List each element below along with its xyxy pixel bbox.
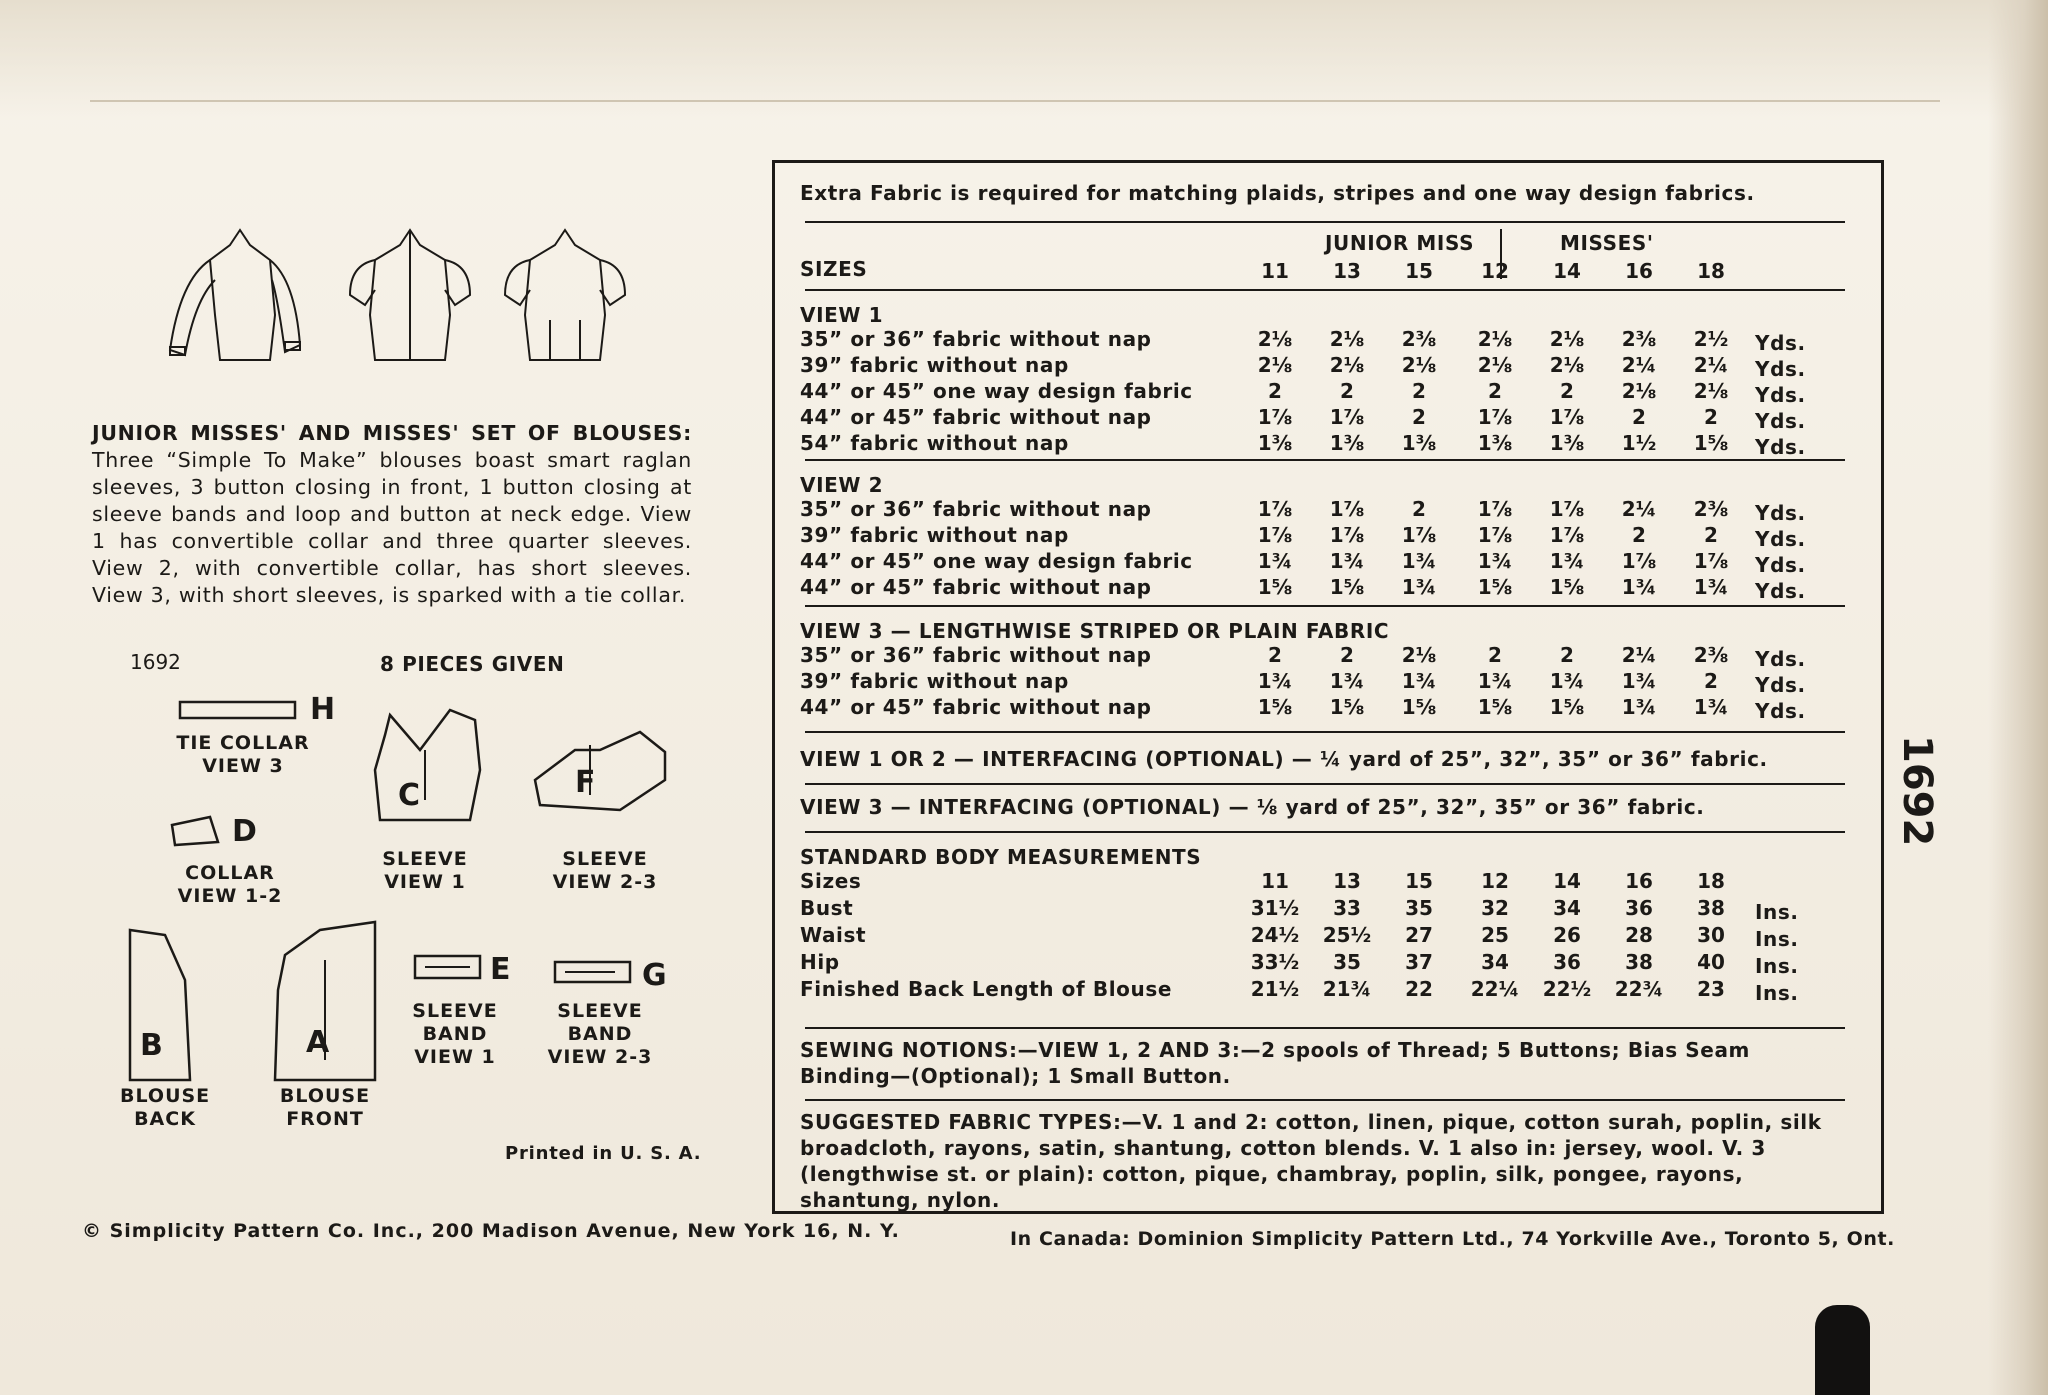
view2-value: 1⅞: [1477, 523, 1513, 547]
view1-row-label: 39” fabric without nap: [800, 353, 1069, 377]
view1-value: 2⅛: [1477, 353, 1513, 377]
view2-row-label: 44” or 45” one way design fabric: [800, 549, 1193, 573]
view3-value: 1¾: [1329, 669, 1365, 693]
envelope-edge: [1988, 0, 2048, 1395]
piece-label-b: BLOUSE BACK: [120, 1085, 211, 1130]
view1-value: 2: [1412, 379, 1426, 403]
view1-value: 2¼: [1621, 353, 1657, 377]
piece-letter-a: A: [306, 1025, 330, 1060]
view1-value: 2⅛: [1549, 353, 1585, 377]
size-header-16: 16: [1625, 259, 1653, 283]
body-value: 22½: [1542, 977, 1592, 1001]
view3-value: 1¾: [1549, 669, 1585, 693]
body-unit: Ins.: [1755, 900, 1799, 924]
size-header-12: 12: [1481, 259, 1509, 283]
view3-value: 1⅝: [1477, 695, 1513, 719]
pattern-pieces: [120, 690, 720, 1160]
view3-value: 2⅜: [1693, 643, 1729, 667]
body-value: 14: [1553, 869, 1581, 893]
view1-value: 1⅜: [1401, 431, 1437, 455]
view3-title: VIEW 3 — LENGTHWISE STRIPED OR PLAIN FABRIC: [800, 619, 1390, 643]
view2-value: 1⅞: [1693, 549, 1729, 573]
piece-c-shape: [375, 710, 480, 820]
piece-label-e: SLEEVE BAND VIEW 1: [412, 1000, 498, 1068]
view1-row-label: 35” or 36” fabric without nap: [800, 327, 1152, 351]
view3-value: 1¾: [1257, 669, 1293, 693]
piece-letter-f: F: [575, 765, 596, 800]
view2-unit: Yds.: [1755, 527, 1806, 551]
body-row-label: Finished Back Length of Blouse: [800, 977, 1173, 1001]
body-value: 11: [1261, 869, 1289, 893]
piece-label-c: SLEEVE VIEW 1: [382, 848, 468, 893]
body-value: 22¼: [1470, 977, 1520, 1001]
view1-value: 2⅛: [1693, 379, 1729, 403]
view2-value: 1⅞: [1549, 523, 1585, 547]
body-value: 12: [1481, 869, 1509, 893]
copyright-line: © Simplicity Pattern Co. Inc., 200 Madison Avenue, New York 16, N. Y.: [82, 1220, 900, 1242]
view3-value: 1⅝: [1401, 695, 1437, 719]
piece-letter-b: B: [140, 1028, 163, 1063]
view1-value: 1⅞: [1549, 405, 1585, 429]
body-value: 13: [1333, 869, 1361, 893]
body-value: 22: [1405, 977, 1433, 1001]
view2-value: 1¾: [1477, 549, 1513, 573]
view2-value: 1¾: [1329, 549, 1365, 573]
view1-value: 2: [1632, 405, 1646, 429]
body-row-label: Waist: [800, 923, 867, 947]
group-junior-miss: JUNIOR MISS: [1325, 231, 1475, 255]
view1-value: 1½: [1621, 431, 1657, 455]
piece-f-shape: [535, 732, 665, 810]
view2-value: 2: [1412, 497, 1426, 521]
view2-value: 2: [1704, 523, 1718, 547]
view3-value: 2: [1340, 643, 1354, 667]
view3-value: 1⅝: [1549, 695, 1585, 719]
body-value: 33: [1333, 896, 1361, 920]
view2-value: 1⅞: [1477, 497, 1513, 521]
view3-value: 2: [1268, 643, 1282, 667]
view1-value: 2: [1704, 405, 1718, 429]
view2-value: 1⅞: [1329, 497, 1365, 521]
view3-value: 2: [1560, 643, 1574, 667]
size-header-13: 13: [1333, 259, 1361, 283]
chart-rule: [805, 459, 1845, 461]
view1-value: 2: [1412, 405, 1426, 429]
view2-value: 1¾: [1257, 549, 1293, 573]
view1-value: 2: [1488, 379, 1502, 403]
view1-unit: Yds.: [1755, 383, 1806, 407]
body-row-label: Hip: [800, 950, 840, 974]
body-value: 22¾: [1614, 977, 1664, 1001]
view1-value: 1⅝: [1693, 431, 1729, 455]
view1-value: 2: [1268, 379, 1282, 403]
view2-row-label: 44” or 45” fabric without nap: [800, 575, 1152, 599]
body-value: 26: [1553, 923, 1581, 947]
piece-letter-d: D: [232, 814, 257, 849]
pattern-description: [92, 420, 692, 609]
blouse-illustrations: [160, 220, 680, 370]
piece-letter-c: C: [398, 778, 421, 813]
view2-unit: Yds.: [1755, 579, 1806, 603]
piece-label-h: TIE COLLAR VIEW 3: [176, 732, 310, 777]
size-header-18: 18: [1697, 259, 1725, 283]
view3-value: 2⅛: [1401, 643, 1437, 667]
body-value: 36: [1553, 950, 1581, 974]
interfacing-view1-2: VIEW 1 OR 2 — INTERFACING (OPTIONAL) — ¼ yard of 25”, 32”, 35” or 36” fabric.: [800, 747, 1768, 771]
piece-letter-e: E: [490, 952, 511, 987]
view1-value: 2¼: [1693, 353, 1729, 377]
printed-in: Printed in U. S. A.: [505, 1143, 702, 1164]
view2-value: 1⅞: [1257, 523, 1293, 547]
view1-value: 2⅛: [1401, 353, 1437, 377]
body-value: 18: [1697, 869, 1725, 893]
body-measurements-title: STANDARD BODY MEASUREMENTS: [800, 845, 1202, 869]
view3-value: 1¾: [1621, 695, 1657, 719]
side-pattern-number: 1692: [1894, 735, 1940, 847]
pattern-number: 1692: [130, 650, 181, 674]
view1-row-label: 54” fabric without nap: [800, 431, 1069, 455]
view2-unit: Yds.: [1755, 553, 1806, 577]
body-value: 35: [1405, 896, 1433, 920]
view1-value: 1⅞: [1257, 405, 1293, 429]
view3-unit: Yds.: [1755, 647, 1806, 671]
view2-value: 1¾: [1401, 549, 1437, 573]
piece-label-g: SLEEVE BAND VIEW 2-3: [547, 1000, 653, 1068]
view2-value: 1¾: [1693, 575, 1729, 599]
chart-rule: [805, 731, 1845, 733]
view1-value: 2⅛: [1621, 379, 1657, 403]
body-value: 38: [1697, 896, 1725, 920]
body-value: 16: [1625, 869, 1653, 893]
view1-unit: Yds.: [1755, 357, 1806, 381]
chart-rule: [805, 783, 1845, 785]
view3-value: 1⅝: [1329, 695, 1365, 719]
view1-value: 2: [1560, 379, 1574, 403]
view3-value: 1¾: [1621, 669, 1657, 693]
chart-rule: [805, 605, 1845, 607]
chart-rule: [805, 831, 1845, 833]
piece-d-shape: [172, 817, 218, 845]
size-header-14: 14: [1553, 259, 1581, 283]
view1-unit: Yds.: [1755, 435, 1806, 459]
view3-unit: Yds.: [1755, 673, 1806, 697]
piece-label-d: COLLAR VIEW 1-2: [177, 862, 283, 907]
size-header-11: 11: [1261, 259, 1289, 283]
description-body: Three “Simple To Make” blouses boast smart raglan sleeves, 3 button closing in front, 1 button closing at sleeve bands and loop and button at neck edge. View 1 has convertible collar and three quarter sleeves. View 2, with convertible collar, has short sleeves. View 3, with short sleeves, is sparked with a tie collar.: [92, 448, 692, 607]
piece-label-a: BLOUSE FRONT: [279, 1085, 371, 1130]
body-row-label: Sizes: [800, 869, 862, 893]
view1-value: 2⅛: [1257, 327, 1293, 351]
body-unit: Ins.: [1755, 927, 1799, 951]
sizes-header-label: SIZES: [800, 257, 868, 281]
blouse-view-3-drawing: [505, 230, 625, 360]
body-value: 38: [1625, 950, 1653, 974]
view2-value: 1¾: [1621, 575, 1657, 599]
view2-value: 1⅞: [1257, 497, 1293, 521]
body-value: 25: [1481, 923, 1509, 947]
envelope-flap: [0, 0, 2048, 120]
view2-value: 2¼: [1621, 497, 1657, 521]
view1-value: 2: [1340, 379, 1354, 403]
view2-value: 1⅞: [1621, 549, 1657, 573]
body-value: 32: [1481, 896, 1509, 920]
body-value: 40: [1697, 950, 1725, 974]
body-row-label: Bust: [800, 896, 854, 920]
body-value: 21½: [1250, 977, 1300, 1001]
body-value: 15: [1405, 869, 1433, 893]
view1-value: 1⅞: [1477, 405, 1513, 429]
yardage-chart: [772, 160, 1884, 1214]
view2-value: 2⅜: [1693, 497, 1729, 521]
view2-title: VIEW 2: [800, 473, 884, 497]
body-value: 28: [1625, 923, 1653, 947]
body-value: 24½: [1250, 923, 1300, 947]
piece-h-shape: [180, 702, 295, 718]
view3-value: 2¼: [1621, 643, 1657, 667]
view1-unit: Yds.: [1755, 331, 1806, 355]
view3-value: 1⅝: [1257, 695, 1293, 719]
body-value: 33½: [1250, 950, 1300, 974]
view3-row-label: 35” or 36” fabric without nap: [800, 643, 1152, 667]
body-value: 31½: [1250, 896, 1300, 920]
chart-rule: [805, 1027, 1845, 1029]
black-tab-mark: [1815, 1305, 1870, 1395]
view3-value: 2: [1488, 643, 1502, 667]
view1-title: VIEW 1: [800, 303, 884, 327]
view3-value: 2: [1704, 669, 1718, 693]
body-value: 30: [1697, 923, 1725, 947]
body-value: 23: [1697, 977, 1725, 1001]
view1-value: 2⅜: [1401, 327, 1437, 351]
piece-letter-g: G: [642, 958, 667, 993]
extra-fabric-note: Extra Fabric is required for matching plaids, stripes and one way design fabrics.: [800, 181, 1755, 205]
piece-label-f: SLEEVE VIEW 2-3: [552, 848, 658, 893]
piece-letter-h: H: [310, 692, 336, 727]
view1-value: 2⅛: [1257, 353, 1293, 377]
chart-rule: [805, 289, 1845, 291]
view1-unit: Yds.: [1755, 409, 1806, 433]
view2-value: 1¾: [1549, 549, 1585, 573]
body-value: 36: [1625, 896, 1653, 920]
view2-value: 1⅞: [1329, 523, 1365, 547]
size-header-15: 15: [1405, 259, 1433, 283]
description-heading: JUNIOR MISSES' AND MISSES' SET OF BLOUSES:: [92, 421, 692, 445]
body-value: 34: [1553, 896, 1581, 920]
view2-value: 1⅞: [1549, 497, 1585, 521]
view2-value: 1⅝: [1329, 575, 1365, 599]
view1-value: 1⅜: [1329, 431, 1365, 455]
chart-rule: [805, 221, 1845, 223]
body-value: 25½: [1322, 923, 1372, 947]
view1-value: 1⅜: [1257, 431, 1293, 455]
group-misses: MISSES': [1560, 231, 1654, 255]
body-value: 27: [1405, 923, 1433, 947]
view1-value: 2⅛: [1549, 327, 1585, 351]
view3-value: 1¾: [1477, 669, 1513, 693]
interfacing-view3: VIEW 3 — INTERFACING (OPTIONAL) — ⅛ yard of 25”, 32”, 35” or 36” fabric.: [800, 795, 1705, 819]
view1-value: 1⅞: [1329, 405, 1365, 429]
view2-row-label: 35” or 36” fabric without nap: [800, 497, 1152, 521]
chart-rule: [805, 1099, 1845, 1101]
view1-value: 1⅜: [1477, 431, 1513, 455]
view2-row-label: 39” fabric without nap: [800, 523, 1069, 547]
view3-unit: Yds.: [1755, 699, 1806, 723]
view2-unit: Yds.: [1755, 501, 1806, 525]
view1-value: 2⅛: [1329, 353, 1365, 377]
body-value: 21¾: [1322, 977, 1372, 1001]
view1-row-label: 44” or 45” one way design fabric: [800, 379, 1193, 403]
view1-value: 2⅛: [1329, 327, 1365, 351]
view2-value: 2: [1632, 523, 1646, 547]
pieces-given-count: 8 PIECES GIVEN: [380, 652, 565, 676]
blouse-view-2-drawing: [350, 230, 470, 360]
view2-value: 1⅞: [1401, 523, 1437, 547]
view3-row-label: 44” or 45” fabric without nap: [800, 695, 1152, 719]
body-value: 35: [1333, 950, 1361, 974]
body-value: 34: [1481, 950, 1509, 974]
suggested-fabric-types: SUGGESTED FABRIC TYPES:—V. 1 and 2: cotton, linen, pique, cotton surah, poplin, silk broadcloth, rayons, satin, shantung, cotton blends. V. 1 also in: jersey, wool. V. 3 (lengthwise st. or plain): cotton, pique, chambray, poplin, silk, pongee, rayons, shantung, nylon.: [800, 1110, 1822, 1212]
view2-value: 1⅝: [1549, 575, 1585, 599]
flap-fold-line: [90, 100, 1940, 102]
view1-value: 2⅜: [1621, 327, 1657, 351]
view2-value: 1⅝: [1257, 575, 1293, 599]
body-unit: Ins.: [1755, 954, 1799, 978]
blouse-view-1-drawing: [170, 230, 300, 360]
body-value: 37: [1405, 950, 1433, 974]
view3-row-label: 39” fabric without nap: [800, 669, 1069, 693]
view2-value: 1⅝: [1477, 575, 1513, 599]
view2-value: 1¾: [1401, 575, 1437, 599]
view1-row-label: 44” or 45” fabric without nap: [800, 405, 1152, 429]
view1-value: 2⅛: [1477, 327, 1513, 351]
view3-value: 1¾: [1401, 669, 1437, 693]
body-unit: Ins.: [1755, 981, 1799, 1005]
canada-address: In Canada: Dominion Simplicity Pattern Ltd., 74 Yorkville Ave., Toronto 5, Ont.: [1010, 1228, 1895, 1250]
sewing-notions: SEWING NOTIONS:—VIEW 1, 2 AND 3:—2 spools of Thread; 5 Buttons; Bias Seam Binding—(Optional); 1 Small Button.: [800, 1038, 1750, 1088]
view3-value: 1¾: [1693, 695, 1729, 719]
view1-value: 2½: [1693, 327, 1729, 351]
view1-value: 1⅜: [1549, 431, 1585, 455]
